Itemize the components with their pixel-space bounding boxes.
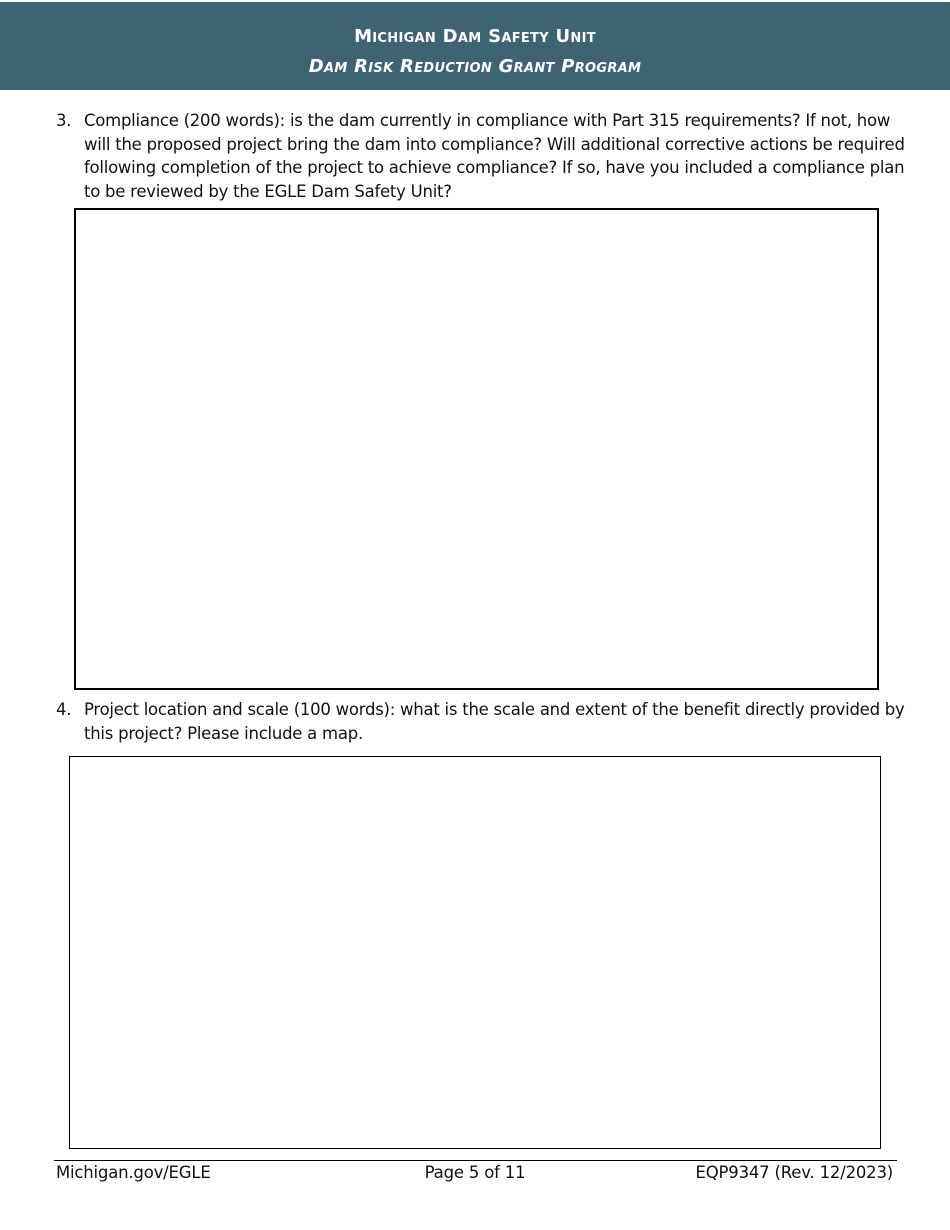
question-text: Compliance (200 words): is the dam currently in compliance with Part 315 requirements? If not, how will the proposed project bring the dam into compliance? Will additional corrective actions be required following completion of the project to achieve compliance? If so, have you included a compliance plan to be reviewed by the EGLE Dam Safety Unit?	[84, 111, 905, 201]
footer-page-number: Page 5 of 11	[424, 1163, 526, 1182]
footer-website: Michigan.gov/EGLE	[56, 1163, 211, 1182]
question-number: 3.	[56, 111, 72, 130]
compliance-answer-box[interactable]	[74, 208, 879, 690]
header-subtitle: Dam Risk Reduction Grant Program	[308, 56, 642, 77]
question-4	[56, 698, 906, 745]
footer-divider	[54, 1160, 897, 1161]
question-3	[56, 109, 906, 203]
footer-form-number: EQP9347 (Rev. 12/2023)	[695, 1163, 893, 1182]
question-text: Project location and scale (100 words): what is the scale and extent of the benefit directly provided by this project? Please include a map.	[84, 700, 905, 743]
header-title: Michigan Dam Safety Unit	[354, 26, 596, 47]
question-number: 4.	[56, 700, 72, 719]
project-location-answer-box[interactable]	[69, 756, 881, 1149]
page-header	[0, 2, 950, 90]
